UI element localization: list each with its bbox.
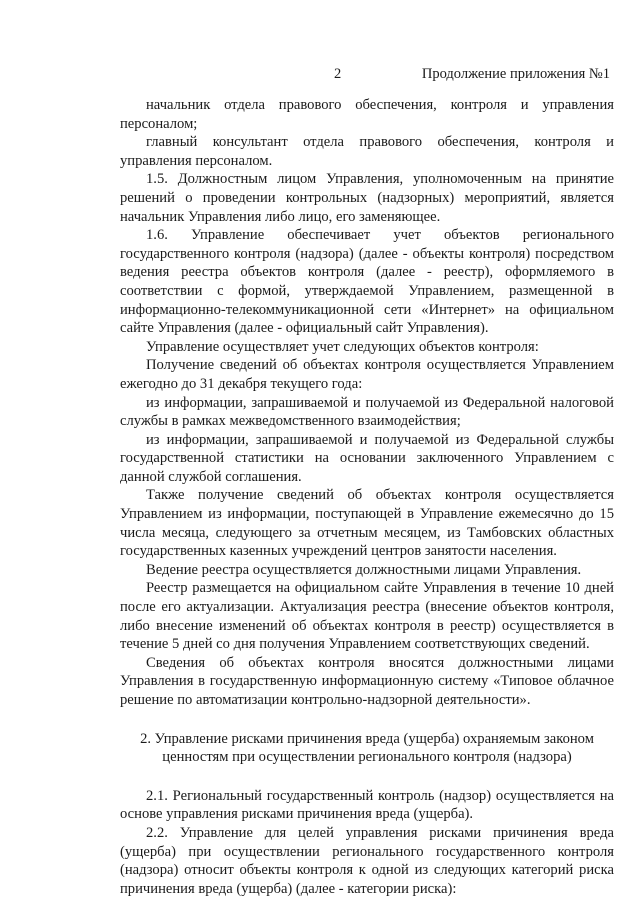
paragraph: Ведение реестра осуществляется должностными лицами Управления.	[146, 561, 582, 578]
paragraph: 1.5. Должностным лицом Управления, уполномоченным на принятие решений о проведении контрольных (надзорных) мероприятий, является начальник Управления либо лицо, его заменяющее.	[120, 171, 614, 225]
paragraph: Управление осуществляет учет следующих объектов контроля:	[146, 338, 539, 355]
document-body	[120, 96, 614, 898]
paragraph: из информации, запрашиваемой и получаемой из Федеральной налоговой службы в рамках межведомственного взаимодействия;	[120, 394, 614, 430]
page-number: 2	[334, 66, 342, 82]
paragraph: Сведения об объектах контроля вносятся должностными лицами Управления в государственную информационную систему «Типовое облачное решение по автоматизации контрольно-надзорной деятельности».	[120, 654, 614, 708]
running-title: Продолжение приложения №1	[421, 66, 610, 82]
paragraph: Реестр размещается на официальном сайте Управления в течение 10 дней после его актуализации. Актуализация реестра (внесение объектов контроля, либо внесение изменений об объектах контроля в реестр) осуществляется в течение 5 дней со дня получения Управлением соответствующих сведений.	[120, 580, 614, 653]
paragraph: 1.6. Управление обеспечивает учет объектов регионального государственного контроля (надзора) (далее - объекты контроля) посредством ведения реестра объектов контроля (далее - реестр), оформляемого в соответствии с формой, утверждаемой Управлением, размещенной в информационно-телекоммуникационной сети «Интернет» на официальном сайте Управления (далее - официальный сайт Управления).	[120, 227, 614, 337]
paragraph: Также получение сведений об объектах контроля осуществляется Управлением из информации, поступающей в Управление ежемесячно до 15 числа месяца, следующего за отчетным месяцем, из Тамбовских областных государственных казенных учреждений центров занятости населения.	[120, 487, 614, 560]
paragraph: из информации, запрашиваемой и получаемой из Федеральной службы государственной статистики на основании заключенного Управлением с данной службой соглашения.	[120, 431, 614, 485]
paragraph: начальник отдела правового обеспечения, контроля и управления персоналом;	[120, 97, 614, 132]
paragraph: 2.1. Региональный государственный контроль (надзор) осуществляется на основе управления рисками причинения вреда (ущерба).	[120, 787, 614, 823]
paragraph: 2.2. Управление для целей управления рисками причинения вреда (ущерба) при осуществлении регионального государственного контроля (надзора) относит объекты контроля к одной из следующих категорий риска причинения вреда (ущерба) (далее - категории риска):	[120, 824, 614, 897]
page-header	[0, 66, 640, 86]
paragraph: главный консультант отдела правового обеспечения, контроля и управления персоналом.	[120, 134, 614, 169]
section-heading: 2. Управление рисками причинения вреда (ущерба) охраняемым законом ценностям при осуществлении регионального контроля (надзора)	[140, 730, 594, 766]
paragraph: Получение сведений об объектах контроля осуществляется Управлением ежегодно до 31 декабря текущего года:	[120, 357, 614, 392]
